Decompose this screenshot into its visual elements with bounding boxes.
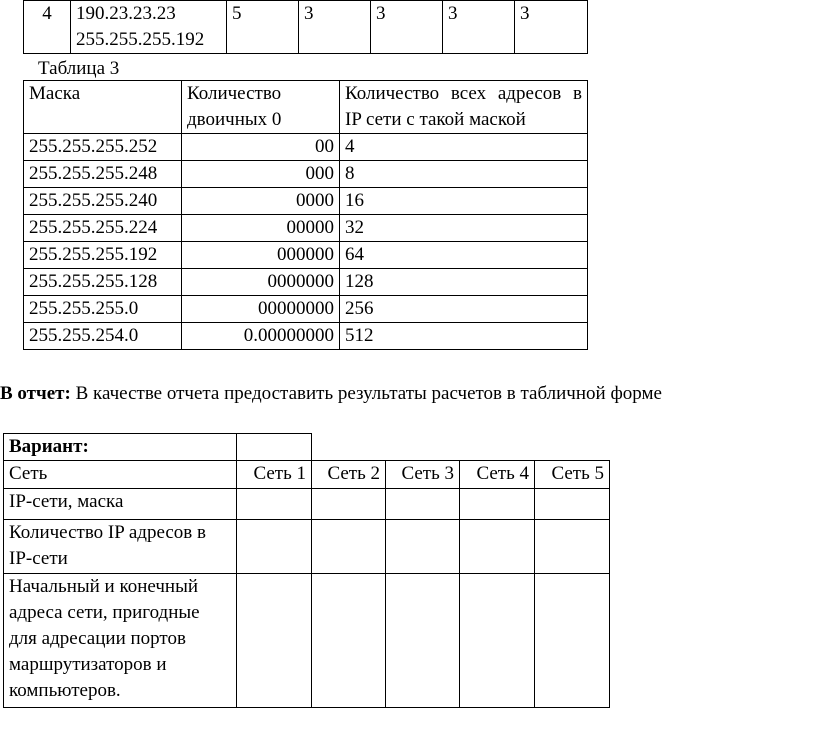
header-zeros-line1: Количество bbox=[187, 83, 282, 104]
table-cell bbox=[535, 489, 610, 520]
zeros-cell: 00 bbox=[182, 134, 340, 161]
subnet-mask: 255.255.255.192 bbox=[76, 29, 205, 50]
table-cell bbox=[460, 574, 535, 708]
zeros-cell: 00000000 bbox=[182, 296, 340, 323]
mask-cell: 255.255.255.240 bbox=[24, 188, 182, 215]
table-row bbox=[4, 574, 610, 708]
ip-mask-cell bbox=[71, 1, 227, 54]
table-cell bbox=[237, 489, 312, 520]
row-label-line: IP-сети bbox=[9, 548, 68, 569]
row-label-address-range bbox=[4, 574, 237, 708]
zeros-cell: 0.00000000 bbox=[182, 323, 340, 350]
table-row bbox=[24, 215, 588, 242]
variant-value-cell bbox=[237, 434, 312, 461]
table-row bbox=[24, 242, 588, 269]
net-4-header: Сеть 4 bbox=[460, 461, 535, 489]
net-2-header: Сеть 2 bbox=[312, 461, 386, 489]
row-label-line: для адресации портов bbox=[9, 628, 186, 649]
zeros-cell: 000 bbox=[182, 161, 340, 188]
count-cell: 64 bbox=[340, 242, 588, 269]
table-row bbox=[24, 323, 588, 350]
empty-cell bbox=[535, 434, 610, 461]
table-row bbox=[24, 134, 588, 161]
count-cell: 512 bbox=[340, 323, 588, 350]
count-cell: 32 bbox=[340, 215, 588, 242]
table3-caption: Таблица 3 bbox=[38, 58, 120, 79]
report-text: В качестве отчета предоставить результаты расчетов в табличной форме bbox=[70, 383, 662, 404]
mask-cell: 255.255.255.224 bbox=[24, 215, 182, 242]
table-cell bbox=[386, 489, 460, 520]
table-row bbox=[24, 188, 588, 215]
mask-cell: 255.255.255.252 bbox=[24, 134, 182, 161]
header-addresses-line1: Количество всех адресов в bbox=[345, 83, 582, 104]
row-label-line: Количество IP адресов в bbox=[9, 522, 206, 543]
row-label-line: IP-сети, маска bbox=[9, 491, 124, 512]
table-cell bbox=[460, 520, 535, 574]
table-cell bbox=[386, 520, 460, 574]
net-1-header: Сеть 1 bbox=[237, 461, 312, 489]
zeros-cell: 000000 bbox=[182, 242, 340, 269]
count-cell: 128 bbox=[340, 269, 588, 296]
header-zeros bbox=[182, 81, 340, 134]
count-cell: 8 bbox=[340, 161, 588, 188]
table-cell bbox=[312, 489, 386, 520]
table-cell bbox=[535, 574, 610, 708]
net-3-header: Сеть 3 bbox=[386, 461, 460, 489]
report-table bbox=[3, 433, 610, 708]
table-cell: 3 bbox=[299, 1, 371, 54]
table-row bbox=[4, 489, 610, 520]
row-label-ip-mask bbox=[4, 489, 237, 520]
net-5-header: Сеть 5 bbox=[535, 461, 610, 489]
table-cell bbox=[535, 520, 610, 574]
variant-number-cell: 4 bbox=[24, 1, 71, 54]
mask-cell: 255.255.255.192 bbox=[24, 242, 182, 269]
table-cell bbox=[237, 574, 312, 708]
table-cell bbox=[386, 574, 460, 708]
empty-cell bbox=[386, 434, 460, 461]
variant-row bbox=[4, 434, 610, 461]
row-label-line: компьютеров. bbox=[9, 680, 121, 701]
count-cell: 256 bbox=[340, 296, 588, 323]
table-row bbox=[24, 1, 588, 54]
mask-cell: 255.255.255.0 bbox=[24, 296, 182, 323]
variant-label: Вариант: bbox=[4, 434, 237, 461]
mask-cell: 255.255.254.0 bbox=[24, 323, 182, 350]
row-label-line: адреса сети, пригодные bbox=[9, 602, 200, 623]
net-count-cell: 5 bbox=[227, 1, 299, 54]
table-cell: 3 bbox=[371, 1, 443, 54]
net-header-row bbox=[4, 461, 610, 489]
net-label: Сеть bbox=[4, 461, 237, 489]
header-addresses-line2: IP сети с такой маской bbox=[345, 109, 526, 130]
empty-cell bbox=[460, 434, 535, 461]
ip-address: 190.23.23.23 bbox=[76, 3, 176, 24]
row-label-line: Начальный и конечный bbox=[9, 576, 199, 597]
mask-cell: 255.255.255.128 bbox=[24, 269, 182, 296]
count-cell: 4 bbox=[340, 134, 588, 161]
variant-row-table bbox=[23, 0, 588, 54]
table-cell: 3 bbox=[443, 1, 515, 54]
table-cell bbox=[237, 520, 312, 574]
table-cell bbox=[460, 489, 535, 520]
report-label: В отчет: bbox=[0, 383, 71, 404]
header-mask: Маска bbox=[24, 81, 182, 134]
table3-header-row bbox=[24, 81, 588, 134]
header-addresses bbox=[340, 81, 588, 134]
table-row bbox=[24, 269, 588, 296]
row-label-address-count bbox=[4, 520, 237, 574]
table-row bbox=[24, 161, 588, 188]
row-label-line: маршрутизаторов и bbox=[9, 654, 167, 675]
header-zeros-line2: двоичных 0 bbox=[187, 109, 282, 130]
count-cell: 16 bbox=[340, 188, 588, 215]
mask-cell: 255.255.255.248 bbox=[24, 161, 182, 188]
table-cell bbox=[312, 520, 386, 574]
table-row bbox=[4, 520, 610, 574]
zeros-cell: 0000000 bbox=[182, 269, 340, 296]
report-instruction bbox=[0, 381, 662, 407]
zeros-cell: 00000 bbox=[182, 215, 340, 242]
table-cell: 3 bbox=[515, 1, 588, 54]
table3 bbox=[23, 80, 588, 350]
empty-cell bbox=[312, 434, 386, 461]
table-cell bbox=[312, 574, 386, 708]
zeros-cell: 0000 bbox=[182, 188, 340, 215]
table-row bbox=[24, 296, 588, 323]
